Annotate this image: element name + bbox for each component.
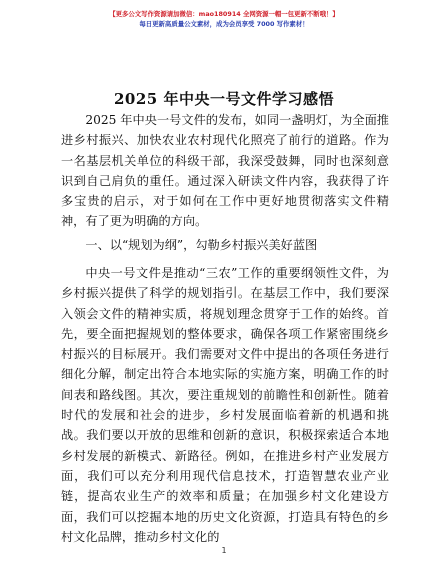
section-paragraph: 中央一号文件是推动“三农”工作的重要纲领性文件，为乡村振兴提供了科学的规划指引。在基层工作中，我们要深入领会文件的精神实质，将规划理念贯穿于工作的始终。首先，要全面把握规划的整体要求，确保各项工作紧密围绕乡村振兴的目标展开。我们需要对文件中提出的各项任务进行细化分解，制定出符合本地实际的实施方案，明确工作的时间表和路线图。其次，要注重规划的前瞻性和创新性。随着时代的发展和社会的进步，乡村发展面临着新的机遇和挑战。我们要以开放的思维和创新的意识，积极探索适合本地乡村发展的新模式、新路径。例如，在推进乡村产业发展方面，我们可以充分利用现代信息技术，打造智慧农业产业链，提高农业生产的效率和质量；在加强乡村文化建设方面，我们可以挖掘本地的历史文化资源，打造具有特色的乡村文化品牌，推动乡村文化的: [61, 266, 389, 544]
document-title: 2025 年中央一号文件学习感悟: [114, 90, 334, 108]
document-body: [61, 110, 389, 232]
header-promo-line-1: 【更多公文写作资源请加微信：mao180914 全网资源一帽一包更新不断哦！】: [109, 10, 339, 18]
section-1: [61, 235, 389, 255]
section-1-body: [61, 263, 389, 547]
intro-paragraph: 2025 年中央一号文件的发布，如同一盏明灯，为全面推进乡村振兴、加快农业农村现代化照亮了前行的道路。作为一名基层机关单位的科级干部，我深受鼓舞，同时也深刻意识到自己肩负的重任。通过深入研读文件内容，我获得了许多宝贵的启示，对于如何在工作中更好地贯彻落实文件精神，有了更为明确的方向。: [61, 113, 389, 229]
header-promo-line-2: 每日更新高质量公文素材，成为会员享受 7000 写作素材！: [139, 20, 309, 28]
section-heading: 一、以“规划为纲”，勾勒乡村振兴美好蓝图: [85, 238, 318, 252]
page-number: 1: [221, 546, 227, 555]
